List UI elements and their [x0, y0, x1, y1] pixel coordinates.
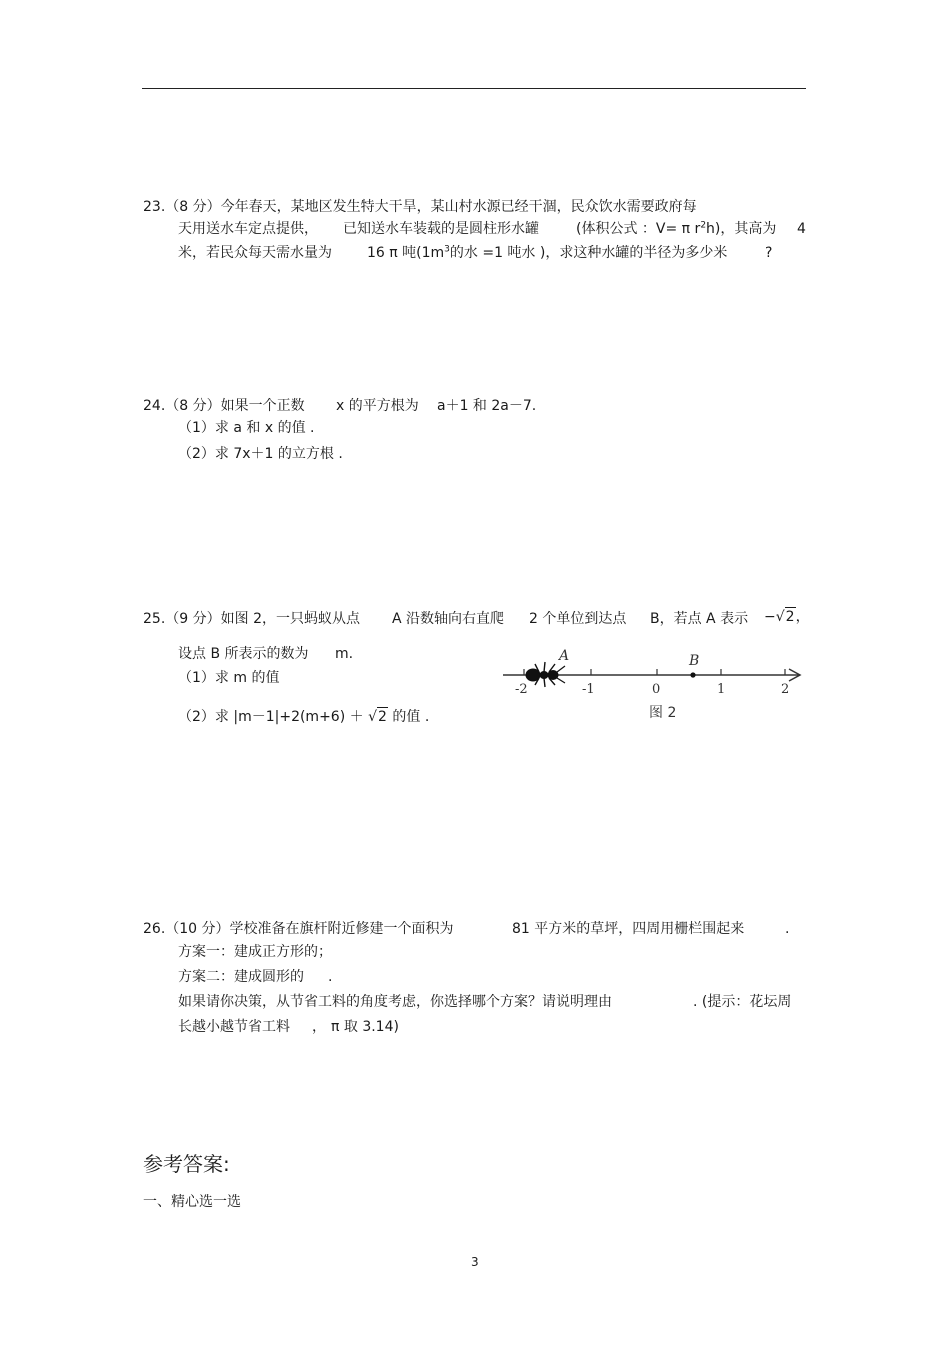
q25-expression: （2）求 |m－1|+2(m+6) ＋ — [178, 709, 364, 725]
q26-plan-2: 方案二：建成圆形的 — [178, 969, 304, 985]
tick-label-neg1: -1 — [582, 682, 595, 697]
q23-line-2-formula — [576, 220, 776, 238]
q23-line-2-height: 4 — [797, 221, 806, 237]
tick-label-1: 1 — [717, 682, 726, 697]
q23-line-2-part-1: 天用送水车定点提供， — [178, 221, 318, 237]
q25-sqrt: √2 — [775, 609, 795, 625]
q23-question-mark: ? — [765, 245, 773, 261]
q25-line-2-part-1: 设点 B 所表示的数为 — [178, 646, 309, 662]
answers-title: 参考答案: — [143, 1152, 230, 1176]
q25-expression-end: 的值 . — [392, 709, 430, 725]
q26-plan-2-period: . — [328, 969, 333, 985]
point-b-label: B — [689, 653, 700, 669]
page-number: 3 — [471, 1255, 479, 1269]
point-b-dot — [690, 672, 695, 677]
q25-sqrt-2: √2 — [368, 709, 387, 725]
q26-plan-1: 方案一：建成正方形的； — [178, 944, 332, 960]
point-a-label: A — [559, 648, 570, 664]
q23-formula-text: (体积公式 ：V= π r — [576, 221, 701, 237]
q24-part-2: （2）求 7x＋1 的立方根 . — [178, 446, 343, 462]
q25-part-2 — [178, 707, 429, 726]
q23-line-3-part-2 — [367, 244, 727, 262]
tick-label-neg2: -2 — [515, 682, 528, 697]
q25-radicand: 2 — [785, 609, 795, 625]
q26-line-1-part-2: 81 平方米的草坪，四周用栅栏围起来 — [512, 921, 745, 937]
number-line-figure — [495, 640, 815, 720]
answers-section-1: 一、精心选一选 — [143, 1194, 241, 1210]
q25-line-1-part-2: A 沿数轴向右直爬 — [392, 611, 505, 627]
tick-label-2: 2 — [781, 682, 790, 697]
q24-line-1-part-2: x 的平方根为 — [336, 398, 419, 414]
q24-line-1-part-1: 24.（8 分）如果一个正数 — [143, 398, 305, 414]
q23-formula-exponent: 2 — [700, 220, 707, 231]
q25-radicand-2: 2 — [378, 709, 387, 725]
tick-label-0: 0 — [652, 682, 661, 697]
q26-line-4-part-1: 如果请你决策，从节省工料的角度考虑，你选择哪个方案？请说明理由 — [178, 994, 612, 1010]
q24-line-1-part-3: a＋1 和 2a－7. — [437, 398, 537, 414]
q23-line-3-part-1: 米，若民众每天需水量为 — [178, 245, 332, 261]
q26-line-5-part-1: 长越小越节省工料 — [178, 1019, 290, 1035]
q25-part-1: （1）求 m 的值 — [178, 670, 280, 686]
q23-line-1: 23.（8 分）今年春天，某地区发生特大干旱，某山村水源已经干涸，民众饮水需要政府每 — [143, 199, 697, 215]
q24-part-1: （1）求 a 和 x 的值 . — [178, 420, 315, 436]
q23-formula-end: h)，其高为 — [706, 221, 777, 237]
q23-water-amount: 16 π 吨(1m — [367, 245, 445, 261]
q25-line-1-part-1: 25.（9 分）如图 2，一只蚂蚁从点 — [143, 611, 360, 627]
q26-line-5-pi: π 取 3.14) — [331, 1019, 399, 1035]
q23-water-unit: 的水 =1 吨水 )，求这种水罐的半径为多少米 — [449, 245, 728, 261]
q26-line-1-part-1: 26.（10 分）学校准备在旗杆附近修建一个面积为 — [143, 921, 454, 937]
q23-line-2-part-2: 已知送水车装载的是圆柱形水罐 — [343, 221, 539, 237]
q25-minus-sign: − — [764, 609, 776, 625]
q25-line-1-part-4: B，若点 A 表示 — [650, 611, 749, 627]
q25-comma: ， — [795, 609, 810, 625]
q26-line-4-hint: . (提示：花坛周 — [693, 994, 792, 1010]
q26-line-1-period: . — [785, 921, 790, 937]
q25-neg-sqrt2 — [764, 607, 810, 626]
q25-line-2-part-2: m. — [335, 646, 354, 662]
q25-line-1-part-3: 2 个单位到达点 — [529, 611, 627, 627]
header-rule — [142, 88, 806, 89]
q26-line-5-comma: ， — [312, 1019, 326, 1035]
figure-caption: 图 2 — [649, 705, 677, 720]
q23-cubic-exponent: 3 — [444, 244, 450, 255]
